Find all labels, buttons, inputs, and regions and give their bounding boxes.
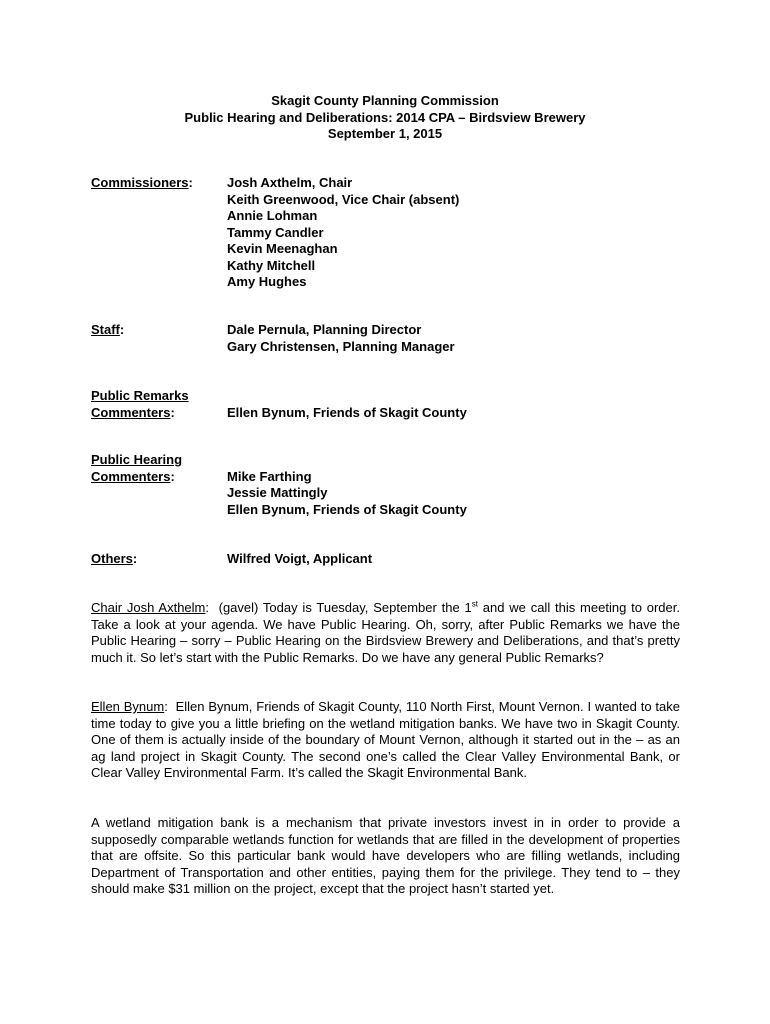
- commissioner-name: Tammy Candler: [227, 224, 324, 240]
- header-date: September 1, 2015: [327, 126, 443, 141]
- speaker-name: Chair Josh Axthelm: [91, 600, 206, 615]
- transcript-paragraph: [91, 815, 680, 898]
- commissioner-name: Josh Axthelm, Chair: [227, 175, 353, 190]
- commenter-name: Mike Farthing: [227, 468, 312, 484]
- transcript-paragraph: Chair Josh Axthelm: (gavel) Today is Tuesday, September the 1st and we call this meeting to order. Take a look at your agenda. We have Public Hearing. Oh, sorry, after Public Remarks we have the Public Hearing – sorry – Public Hearing on the Birdsview Brewery and Deliberations, and that’s pretty much it. So let’s start with the Public Remarks. Do we have any general Public Remarks?: [91, 599, 680, 665]
- others-label: Others: [91, 551, 133, 566]
- commissioners-label: Commissioners: [91, 175, 189, 190]
- ordinal-suffix: st: [471, 599, 478, 609]
- commenter-name: Jessie Mattingly: [227, 485, 328, 500]
- other-name: Wilfred Voigt, Applicant: [227, 551, 373, 566]
- public-hearing-commenters-label: Commenters: [91, 468, 171, 484]
- commenter-name: Ellen Bynum, Friends of Skagit County: [227, 501, 467, 517]
- paragraph-text: Ellen Bynum, Friends of Skagit County, 110 North First, Mount Vernon. I wanted to take time today to give you a little briefing on the wetland mitigation banks. We have two in Skagit County. One of them is actually inside of the boundary of Mount Vernon, although it started out in the – as an ag land project in Skagit County. The second one’s called the Clear Valley Environmental Bank, or Clear Valley Environmental Farm. It’s called the Skagit Environmental Bank.: [91, 699, 680, 780]
- document-header: [0, 93, 770, 143]
- staff-label: Staff: [91, 322, 120, 337]
- commissioner-name: Keith Greenwood, Vice Chair (absent): [227, 191, 460, 207]
- public-hearing-label: Public Hearing: [91, 452, 183, 467]
- speaker-name: Ellen Bynum: [91, 699, 165, 714]
- public-remarks-label: Public Remarks: [91, 388, 189, 403]
- paragraph-text: (gavel) Today is Tuesday, September the 1: [218, 600, 472, 615]
- public-hearing-list: [227, 469, 467, 519]
- commissioners-list: [227, 175, 459, 291]
- commenter-name: Ellen Bynum, Friends of Skagit County: [227, 404, 467, 420]
- header-title: Skagit County Planning Commission: [271, 93, 499, 108]
- transcript-paragraph: Ellen Bynum: Ellen Bynum, Friends of Skagit County, 110 North First, Mount Vernon. I wanted to take time today to give you a little briefing on the wetland mitigation banks. We have two in Skagit County. One of them is actually inside of the boundary of Mount Vernon, although it started out in the – as an ag land project in Skagit County. The second one’s called the Clear Valley Environmental Bank, or Clear Valley Environmental Farm. It’s called the Skagit Environmental Bank.: [91, 699, 680, 780]
- document-page: Skagit County Planning Commission Public Hearing and Deliberations: 2014 CPA – Birdsview Brewery September 1, 2015 Commissioners: Josh Axthelm, Chair Keith Greenwood, Vice Chair (absent) Annie Lohman Tammy Candler Kevin Meenaghan Kathy Mitchell Amy Hughes Staff: Dale Pernula, Planning Director Gary Christensen, Planning Manager Public Remarks Commenters: Ellen Bynum, Friends of Skagit County Public Hearing Commenters: Mike Farthing Jessie Mattingly Ellen Bynum, Friends of Skagit County Others: Wilfred Voigt, Applicant Chair Josh Axthelm: (gavel) Today is Tuesday, September the 1st and we call this meeting to order. Take a look at your agenda. We have Public Hearing. Oh, sorry, after Public Remarks we have the Public Hearing – sorry – Public Hearing on the Birdsview Brewery and Deliberations, and that’s pretty much it. So let’s start with the Public Remarks. Do we have any general Public Remarks? Ellen Bynum: Ellen Bynum, Friends of Skagit County, 110 North First, Mount Vernon. I wanted to take time today to give you a little briefing on the wetland mitigation banks. We have two in Skagit County. One of them is actually inside of the boundary of Mount Vernon, although it started out in the – as an ag land project in Skagit County. The second one’s called the Clear Valley Environmental Bank, or Clear Valley Environmental Farm. It’s called the Skagit Environmental Bank. A wetland mitigation bank is a mechanism that private investors invest in in order to provide a supposedly comparable wetlands function for wetlands that are filled in the development of properties that are offsite. So this particular bank would have developers who are filling wetlands, including Department of Transportation and other entities, paying them for the privilege. They tend to – they should make $31 million on the project, except that the project hasn’t started yet.: [0, 0, 770, 1024]
- commissioner-name: Amy Hughes: [227, 274, 307, 289]
- commissioner-name: Annie Lohman: [227, 208, 318, 223]
- public-remarks-commenters-label: Commenters: [91, 404, 171, 420]
- staff-name: Gary Christensen, Planning Manager: [227, 338, 455, 354]
- paragraph-text: and we call this meeting to order. Take a look at your agenda. We have Public Hearing. Oh, sorry, after Public Remarks we have the Public Hearing – sorry – Public Hearing on the Birdsview Brewery and Deliberations, and that’s pretty much it. So let’s start with the Public Remarks. Do we have any general Public Remarks?: [91, 600, 680, 665]
- staff-name: Dale Pernula, Planning Director: [227, 322, 422, 337]
- public-remarks-list: [227, 405, 467, 422]
- commissioner-name: Kevin Meenaghan: [227, 241, 338, 256]
- paragraph-text: A wetland mitigation bank is a mechanism that private investors invest in in order to provide a supposedly comparable wetlands function for wetlands that are filled in the development of properties that are offsite. So this particular bank would have developers who are filling wetlands, including Department of Transportation and other entities, paying them for the privilege. They tend to – they should make $31 million on the project, except that the project hasn’t started yet.: [91, 815, 680, 896]
- commissioner-name: Kathy Mitchell: [227, 257, 316, 273]
- others-list: [227, 551, 372, 568]
- staff-list: [227, 322, 455, 355]
- header-subtitle: Public Hearing and Deliberations: 2014 CPA – Birdsview Brewery: [184, 109, 586, 125]
